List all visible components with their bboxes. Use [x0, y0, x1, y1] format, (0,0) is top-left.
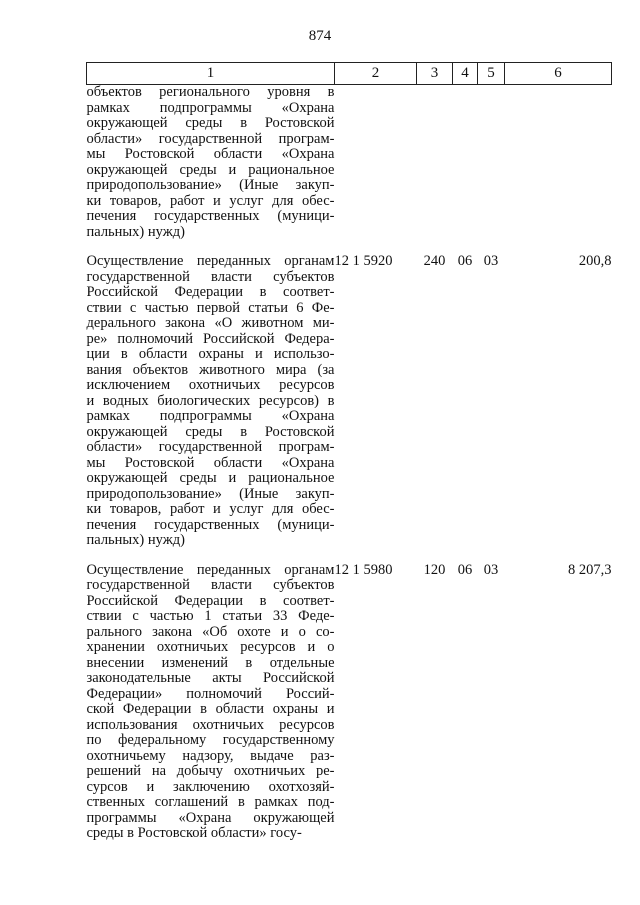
description-line: Осуществление переданных органам	[86, 561, 335, 578]
table-body	[87, 85, 612, 842]
description-line: природопользование» (Иные закуп-	[86, 485, 335, 502]
page-number: 874	[308, 28, 332, 44]
row-spacer-cell	[87, 549, 612, 563]
target-code-cell: 12 1 5980	[334, 561, 393, 578]
description-line: пальных) нужд)	[86, 223, 185, 240]
amount-cell: 200,8	[578, 253, 612, 269]
subsection-cell	[478, 85, 505, 241]
description-line: окружающей среды в Ростовской	[86, 423, 335, 440]
description-line: рамках подпрограммы «Охрана	[86, 408, 335, 424]
description-line: вания объектов животного мира (за	[86, 361, 335, 378]
description-line: печения государственных (муници-	[86, 208, 335, 224]
description-line: области» государственной програм-	[86, 439, 335, 455]
description-line: ре» полномочий Российской Федера-	[86, 330, 335, 347]
section-cell: 06	[457, 253, 473, 269]
description-line: пальных) нужд)	[86, 532, 185, 548]
table-row	[87, 563, 612, 842]
description-line: окружающей среды и рациональное	[86, 470, 335, 486]
description-line: ствии с частью 1 статьи 33 Феде-	[86, 608, 335, 624]
description-line: ской Федерации в области охраны и	[86, 701, 335, 717]
description-line: мы Ростовской области «Охрана	[86, 146, 335, 162]
description-line: области» государственной програм-	[86, 130, 335, 147]
table-row	[87, 85, 612, 241]
expense-type-cell	[417, 85, 453, 241]
row-spacer-cell	[87, 240, 612, 254]
description-line: Российской Федерации в соответ-	[86, 592, 335, 609]
description-line: решений на добычу охотничьих ре-	[86, 763, 335, 779]
description-line: сурсов и заключению охотхозяй-	[86, 778, 335, 795]
description-line: и водных биологических ресурсов) в	[86, 392, 335, 409]
subsection-cell: 03	[483, 561, 499, 578]
header-col-1: 1	[87, 63, 335, 85]
section-cell	[453, 85, 478, 241]
description-line: Российской Федерации в соответ-	[86, 284, 335, 300]
target-code-cell: 12 1 5920	[334, 253, 393, 269]
description-line: природопользование» (Иные закуп-	[86, 177, 335, 193]
target-code-cell	[335, 85, 417, 241]
description-line: ки товаров, работ и услуг для обес-	[86, 192, 335, 209]
row-spacer	[87, 549, 612, 563]
budget-table	[86, 62, 612, 842]
description-line: охотничьему надзору, выдаче раз-	[86, 747, 335, 764]
table-header-row	[87, 63, 612, 85]
header-col-4: 4	[453, 63, 478, 85]
description-line: рального закона «Об охоте и о со-	[86, 623, 335, 640]
description-line: рамках подпрограммы «Охрана	[86, 99, 335, 116]
header-col-6: 6	[505, 63, 612, 85]
description-cell	[87, 85, 335, 241]
header-col-5: 5	[478, 63, 505, 85]
description-line: хранении охотничьих ресурсов и о	[86, 639, 335, 655]
description-line: государственной власти субъектов	[86, 268, 335, 285]
amount-cell	[505, 85, 612, 241]
description-line: объектов регионального уровня в	[86, 84, 335, 100]
description-cell	[87, 254, 335, 549]
description-line: печения государственных (муници-	[86, 516, 335, 533]
description-line: мы Ростовской области «Охрана	[86, 454, 335, 471]
header-col-3: 3	[417, 63, 453, 85]
description-line: ки товаров, работ и услуг для обес-	[86, 501, 335, 517]
expense-type-cell: 240	[423, 253, 446, 269]
amount-cell: 8 207,3	[568, 561, 612, 578]
description-line: программы «Охрана окружающей	[86, 809, 335, 826]
description-line: использования охотничьих ресурсов	[86, 716, 335, 733]
table-row	[87, 254, 612, 549]
description-line: окружающей среды в Ростовской	[86, 115, 335, 131]
description-line: ствии с частью первой статьи 6 Фе-	[86, 299, 335, 316]
description-line: государственной власти субъектов	[86, 577, 335, 593]
description-line: среды в Ростовской области» госу-	[86, 825, 302, 841]
description-line: Осуществление переданных органам	[86, 253, 335, 269]
description-cell	[87, 563, 335, 842]
description-line: дерального закона «О животном ми-	[86, 315, 335, 331]
description-line: внесении изменений в отдельные	[86, 654, 335, 671]
subsection-cell: 03	[483, 253, 499, 269]
header-col-2: 2	[335, 63, 417, 85]
description-line: ственных соглашений в рамках под-	[86, 794, 335, 810]
description-line: по федеральному государственному	[86, 732, 335, 748]
expense-type-cell: 120	[423, 561, 446, 578]
description-line: исключением охотничьих ресурсов	[86, 377, 335, 393]
description-line: законодательные акты Российской	[86, 670, 335, 686]
section-cell: 06	[457, 561, 473, 578]
description-line: ции в области охраны и использо-	[86, 346, 335, 362]
row-spacer	[87, 240, 612, 254]
description-line: окружающей среды и рациональное	[86, 161, 335, 178]
description-line: Федерации» полномочий Россий-	[86, 685, 335, 702]
